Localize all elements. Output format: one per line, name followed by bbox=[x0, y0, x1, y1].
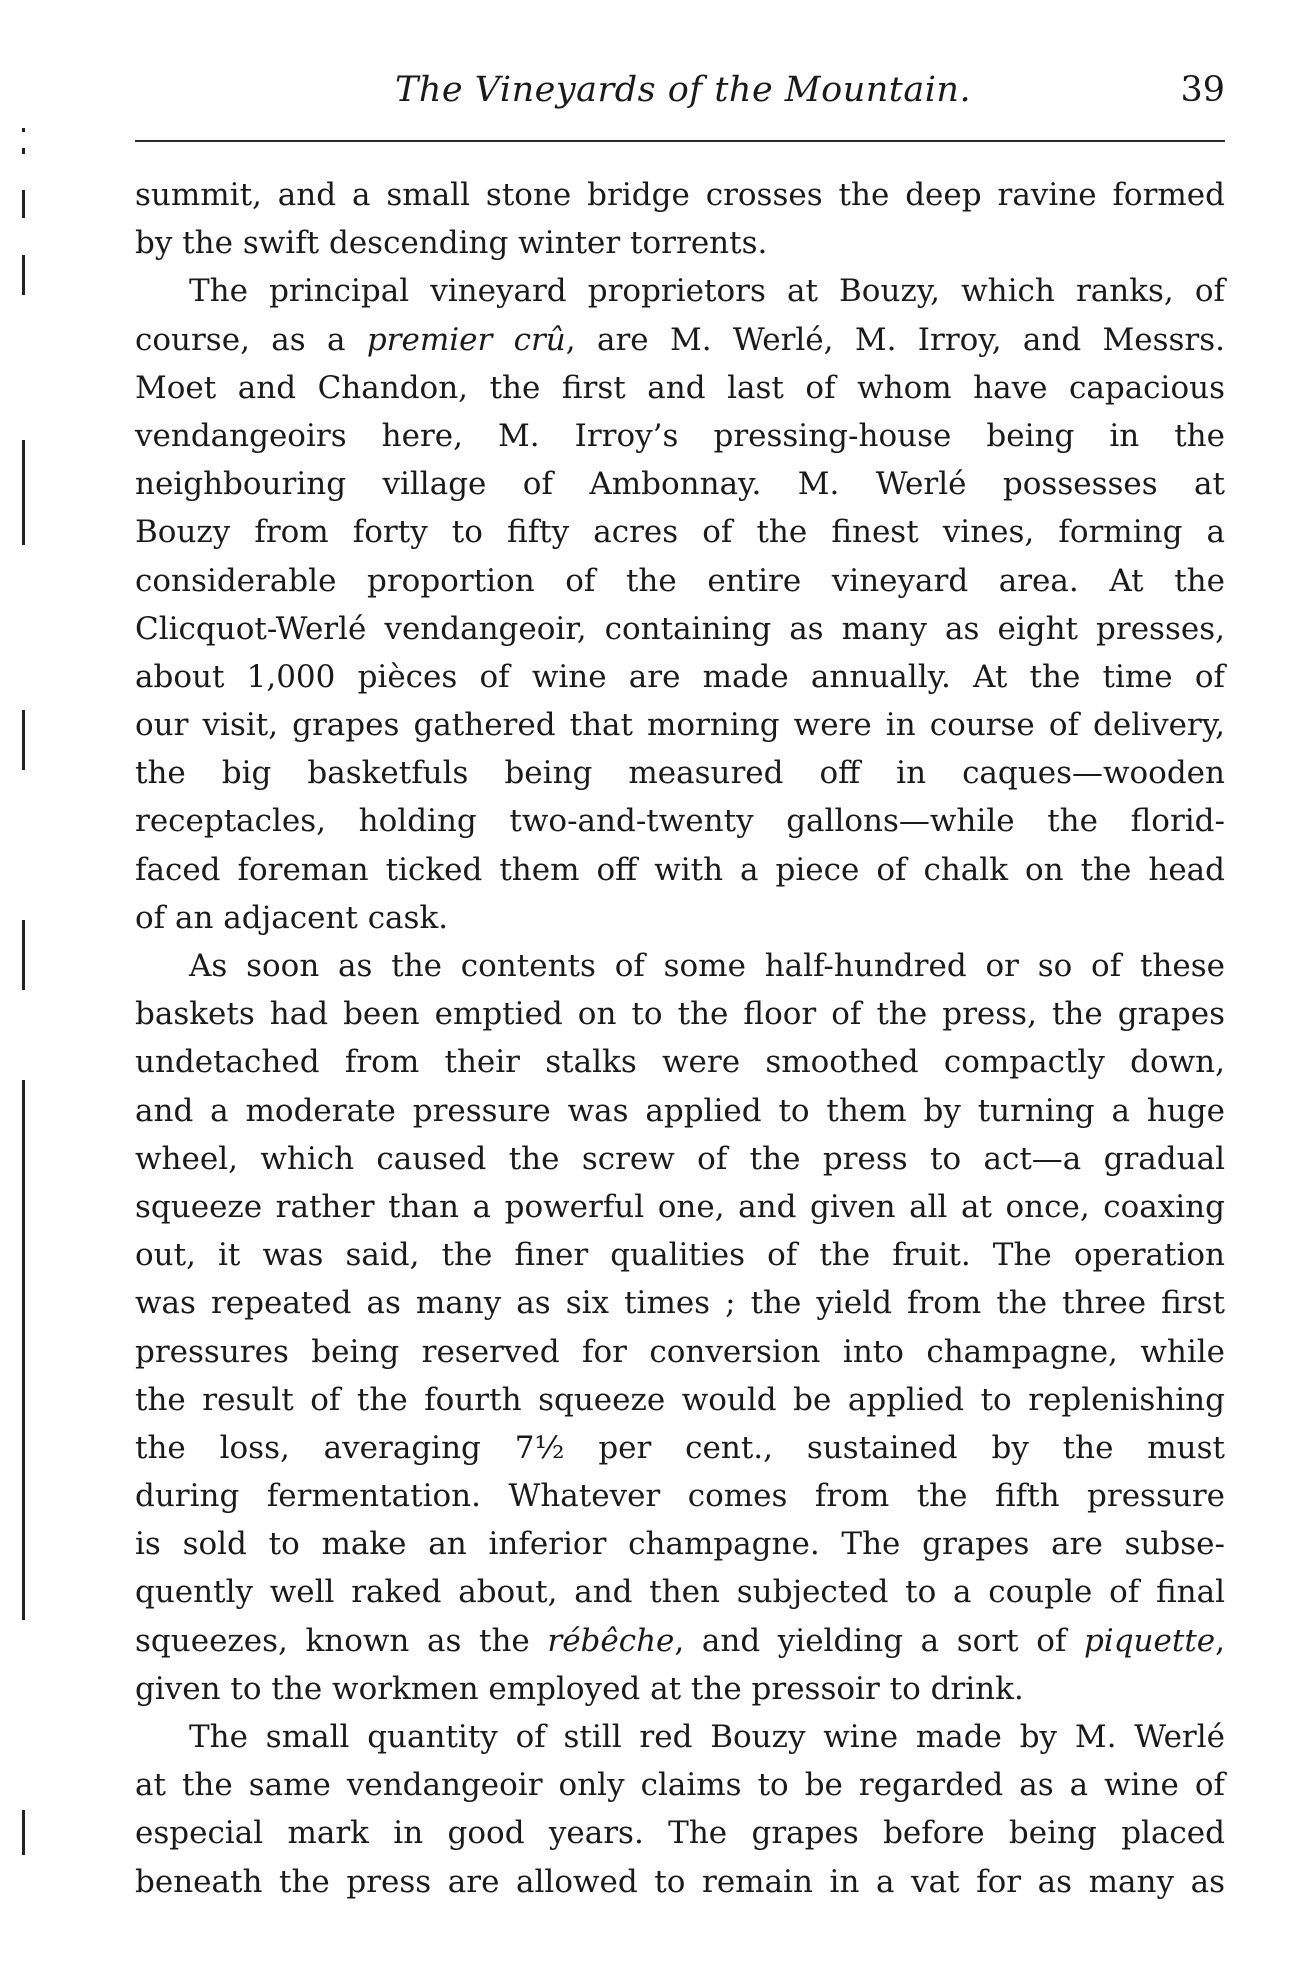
body-text bbox=[135, 171, 1225, 1906]
text-line: summit, and a small stone bridge crosses the deep ravine formed bbox=[135, 177, 1225, 213]
running-head bbox=[135, 70, 1225, 120]
text-line: undetached from their stalks were smoothed compactly down, bbox=[135, 1044, 1225, 1081]
scan-margin-mark bbox=[22, 128, 25, 132]
text-line: baskets had been emptied on to the floor of the press, the grapes bbox=[135, 996, 1225, 1033]
text-line: the loss, averaging 7½ per cent., sustained by the must bbox=[135, 1429, 1225, 1466]
text-line: at the same vendangeoir only claims to be regarded as a wine of bbox=[135, 1767, 1225, 1804]
scan-margin-mark bbox=[22, 920, 25, 990]
text-line: the result of the fourth squeeze would be applied to replenishing bbox=[135, 1381, 1225, 1418]
scan-margin-mark bbox=[22, 148, 25, 154]
text-line: As soon as the contents of some half-hundred or so of these bbox=[189, 948, 1225, 984]
text-line: especial mark in good years. The grapes before being placed bbox=[135, 1815, 1225, 1852]
text-line: and a moderate pressure was applied to them by turning a huge bbox=[135, 1092, 1225, 1129]
scan-margin-mark bbox=[22, 255, 25, 295]
text-line: The principal vineyard proprietors at Bouzy, which ranks, of bbox=[189, 273, 1225, 310]
text-line: given to the workmen employed at the pressoir to drink. bbox=[135, 1670, 1024, 1707]
scan-margin-mark bbox=[22, 440, 25, 545]
scan-margin-mark bbox=[22, 190, 25, 218]
text-line: receptacles, holding two-and-twenty gallons—while the florid- bbox=[135, 803, 1225, 840]
text-line: The small quantity of still red Bouzy wine made by M. Werlé bbox=[189, 1719, 1225, 1755]
text-line: quently well raked about, and then subjected to a couple of final bbox=[135, 1574, 1225, 1611]
text-line: our visit, grapes gathered that morning were in course of delivery, bbox=[135, 707, 1225, 744]
text-line: course, as a premier crû, are M. Werlé, M. Irroy, and Messrs. bbox=[135, 321, 1226, 358]
text-line: pressures being reserved for conversion into champagne, while bbox=[135, 1333, 1225, 1370]
text-line: during fermentation. Whatever comes from the fifth pressure bbox=[135, 1478, 1225, 1515]
scan-margin-mark bbox=[22, 1810, 25, 1855]
text-line: out, it was said, the finer qualities of the fruit. The operation bbox=[135, 1237, 1225, 1274]
text-line: was repeated as many as six times ; the yield from the three first bbox=[135, 1285, 1225, 1322]
header-rule bbox=[135, 140, 1225, 142]
text-line: neighbouring village of Ambonnay. M. Werlé possesses at bbox=[135, 466, 1225, 503]
text-line: considerable proportion of the entire vineyard area. At the bbox=[135, 562, 1225, 599]
text-line: beneath the press are allowed to remain in a vat for as many as bbox=[135, 1863, 1225, 1900]
running-title: The Vineyards of the Mountain. bbox=[395, 70, 972, 110]
text-line: squeeze rather than a powerful one, and given all at once, coaxing bbox=[135, 1188, 1225, 1225]
text-line: is sold to make an inferior champagne. The grapes are subse- bbox=[135, 1526, 1225, 1563]
text-line: vendangeoirs here, M. Irroy’s pressing-house being in the bbox=[135, 417, 1225, 454]
page-number: 39 bbox=[1180, 70, 1225, 110]
text-line: faced foreman ticked them off with a piece of chalk on the head bbox=[135, 851, 1225, 888]
text-line: about 1,000 pièces of wine are made annually. At the time of bbox=[135, 658, 1225, 695]
text-line: Bouzy from forty to fifty acres of the finest vines, forming a bbox=[135, 514, 1225, 551]
text-line: squeezes, known as the rébêche, and yielding a sort of piquette, bbox=[135, 1622, 1225, 1659]
text-line: wheel, which caused the screw of the press to act—a gradual bbox=[135, 1140, 1225, 1177]
text-line: Moet and Chandon, the first and last of whom have capacious bbox=[135, 369, 1225, 406]
text-line: Clicquot-Werlé vendangeoir, containing as many as eight presses, bbox=[135, 610, 1225, 647]
scan-margin-mark bbox=[22, 1080, 25, 1620]
text-line: by the swift descending winter torrents. bbox=[135, 225, 768, 262]
text-line: the big basketfuls being measured off in caques—wooden bbox=[135, 755, 1225, 792]
text-line: of an adjacent cask. bbox=[135, 899, 449, 936]
scan-margin-mark bbox=[22, 710, 25, 770]
